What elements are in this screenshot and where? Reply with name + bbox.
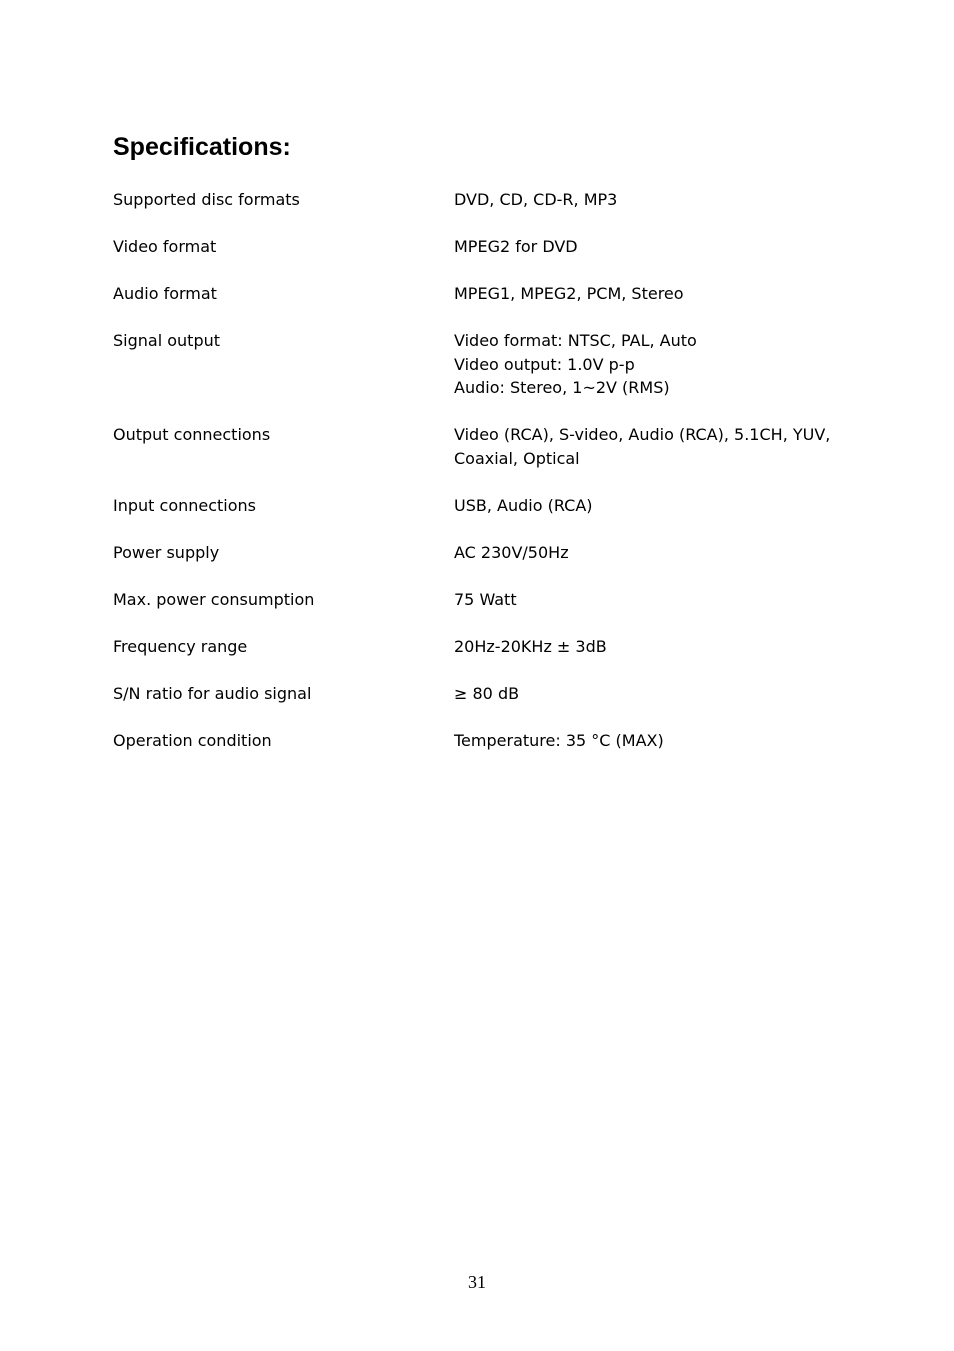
spec-row-input-connections (113, 494, 853, 541)
spec-value (454, 494, 853, 541)
specifications-table (113, 188, 853, 776)
spec-label: Power supply (113, 542, 220, 562)
spec-value (454, 729, 853, 776)
spec-value (454, 423, 853, 494)
spec-value-line: MPEG2 for DVD (454, 237, 578, 256)
spec-value-line: Temperature: 35 °C (MAX) (454, 730, 664, 750)
spec-value-line: MPEG1, MPEG2, PCM, Stereo (454, 284, 684, 303)
spec-value (454, 682, 853, 729)
spec-value (454, 282, 853, 329)
spec-label: Input connections (113, 495, 257, 515)
spec-value-line: DVD, CD, CD-R, MP3 (454, 190, 618, 209)
spec-row-power-supply (113, 541, 853, 588)
spec-label: Output connections (113, 425, 271, 444)
page-title: Specifications: (113, 133, 291, 161)
spec-label: Frequency range (113, 636, 248, 656)
spec-value-line: Audio: Stereo, 1~2V (RMS) (454, 378, 670, 397)
spec-value-line: USB, Audio (RCA) (454, 495, 593, 515)
spec-value-line: 20Hz-20KHz ± 3dB (454, 636, 607, 656)
spec-value-line: 75 Watt (454, 589, 517, 609)
spec-label: Operation condition (113, 730, 272, 750)
spec-label: Signal output (113, 331, 221, 350)
spec-label: Max. power consumption (113, 589, 315, 609)
spec-value-line: Coaxial, Optical (454, 448, 580, 468)
spec-label: Supported disc formats (113, 190, 300, 209)
spec-label: S/N ratio for audio signal (113, 683, 312, 703)
spec-value (454, 188, 853, 235)
spec-row-signal-output (113, 329, 853, 423)
spec-value-line: AC 230V/50Hz (454, 542, 569, 562)
spec-label: Video format (113, 237, 217, 256)
spec-value (454, 541, 853, 588)
spec-value-line: Video (RCA), S-video, Audio (RCA), 5.1CH, YUV, (454, 425, 831, 444)
spec-value (454, 329, 853, 423)
spec-row-sn-ratio (113, 682, 853, 729)
spec-value-line: Video output: 1.0V p-p (454, 354, 635, 374)
spec-row-power-consumption (113, 588, 853, 635)
spec-row-output-connections (113, 423, 853, 494)
spec-value-line: Video format: NTSC, PAL, Auto (454, 331, 697, 350)
spec-row-video-format (113, 235, 853, 282)
spec-value (454, 588, 853, 635)
spec-row-disc-formats (113, 188, 853, 235)
spec-value-line: ≥ 80 dB (454, 683, 520, 703)
spec-row-audio-format (113, 282, 853, 329)
spec-row-frequency-range (113, 635, 853, 682)
spec-value (454, 235, 853, 282)
spec-row-operation-condition (113, 729, 853, 776)
spec-value (454, 635, 853, 682)
spec-label: Audio format (113, 284, 217, 303)
page-number: 31 (468, 1272, 486, 1292)
